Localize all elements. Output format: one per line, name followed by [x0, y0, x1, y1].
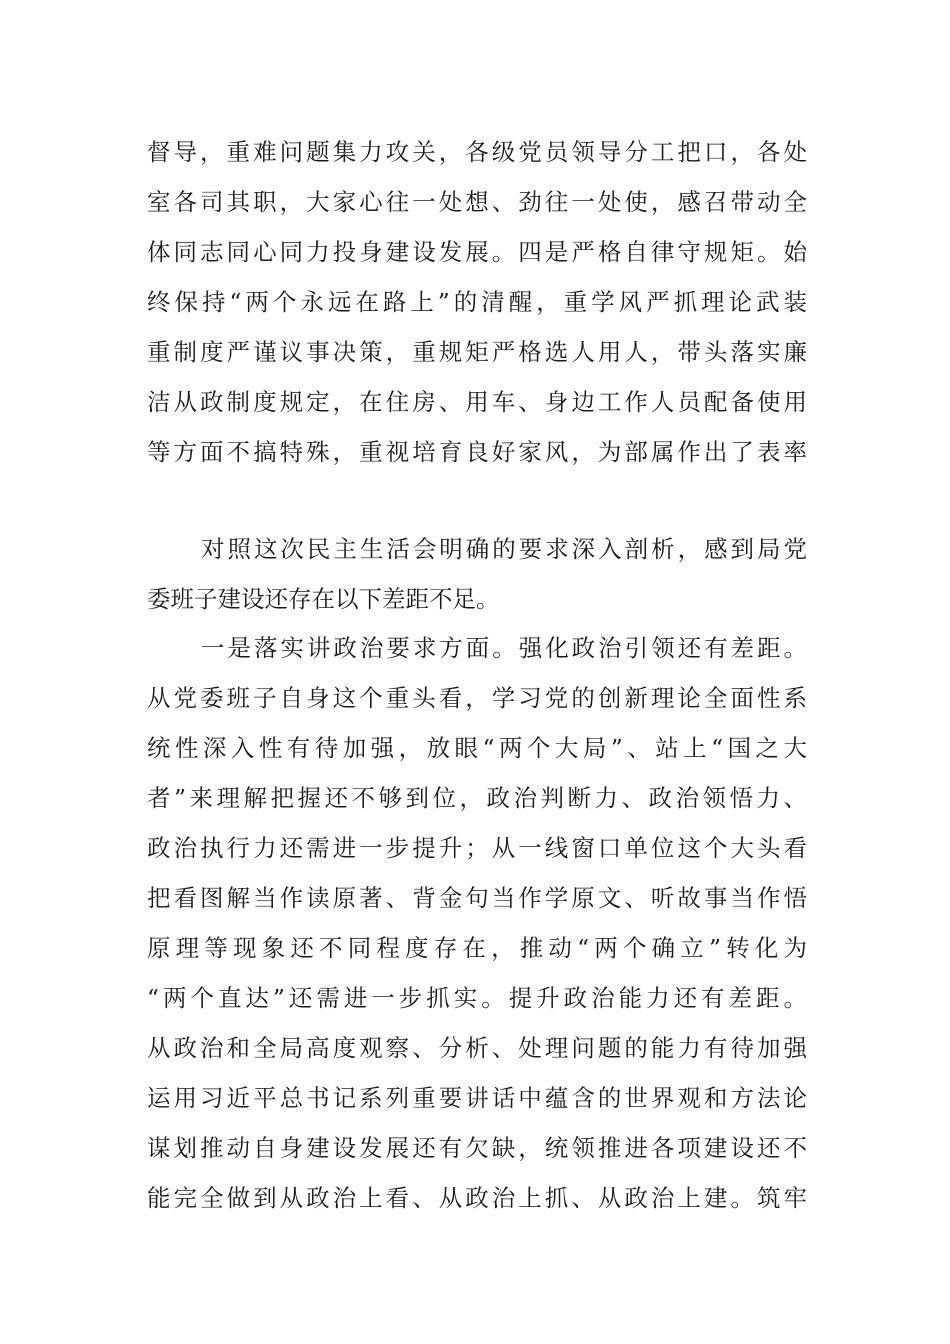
text-line: 室各司其职，大家心往一处想、劲往一处使，感召带动全	[147, 188, 807, 216]
paragraph-first-line: 一是落实讲政治要求方面。强化政治引领还有差距。	[201, 634, 807, 662]
text-line: 委班子建设还存在以下差距不足。	[147, 585, 500, 613]
paragraph-first-line: 对照这次民主生活会明确的要求深入剖析，感到局党	[201, 535, 807, 563]
text-line: 体同志同心同力投身建设发展。四是严格自律守规矩。始	[147, 238, 807, 266]
text-line: 从政治和全局高度观察、分析、处理问题的能力有待加强	[147, 1034, 807, 1062]
text-line: 政治执行力还需进一步提升；从一线窗口单位这个大头看	[147, 834, 807, 862]
text-line: 督导，重难问题集力攻关，各级党员领导分工把口，各处	[147, 138, 807, 166]
text-line: 等方面不搞特殊，重视培育良好家风，为部属作出了表率	[147, 438, 807, 466]
text-line: 终保持“两个永远在路上”的清醒，重学风严抓理论武装	[147, 288, 807, 316]
text-line: “两个直达”还需进一步抓实。提升政治能力还有差距。	[147, 984, 807, 1012]
text-line: 原理等现象还不同程度存在，推动“两个确立”转化为	[147, 934, 807, 962]
text-line: 把看图解当作读原著、背金句当作学原文、听故事当作悟	[147, 884, 807, 912]
text-line: 者”来理解把握还不够到位，政治判断力、政治领悟力、	[147, 784, 807, 812]
text-line: 从党委班子自身这个重头看，学习党的创新理论全面性系	[147, 684, 807, 712]
text-line: 洁从政制度规定，在住房、用车、身边工作人员配备使用	[147, 388, 807, 416]
text-line: 重制度严谨议事决策，重规矩严格选人用人，带头落实廉	[147, 338, 807, 366]
text-line: 统性深入性有待加强，放眼“两个大局”、站上“国之大	[147, 734, 807, 762]
text-line: 运用习近平总书记系列重要讲话中蕴含的世界观和方法论	[147, 1084, 807, 1112]
text-line: 谋划推动自身建设发展还有欠缺，统领推进各项建设还不	[147, 1134, 807, 1162]
text-line: 能完全做到从政治上看、从政治上抓、从政治上建。筑牢	[147, 1184, 807, 1212]
